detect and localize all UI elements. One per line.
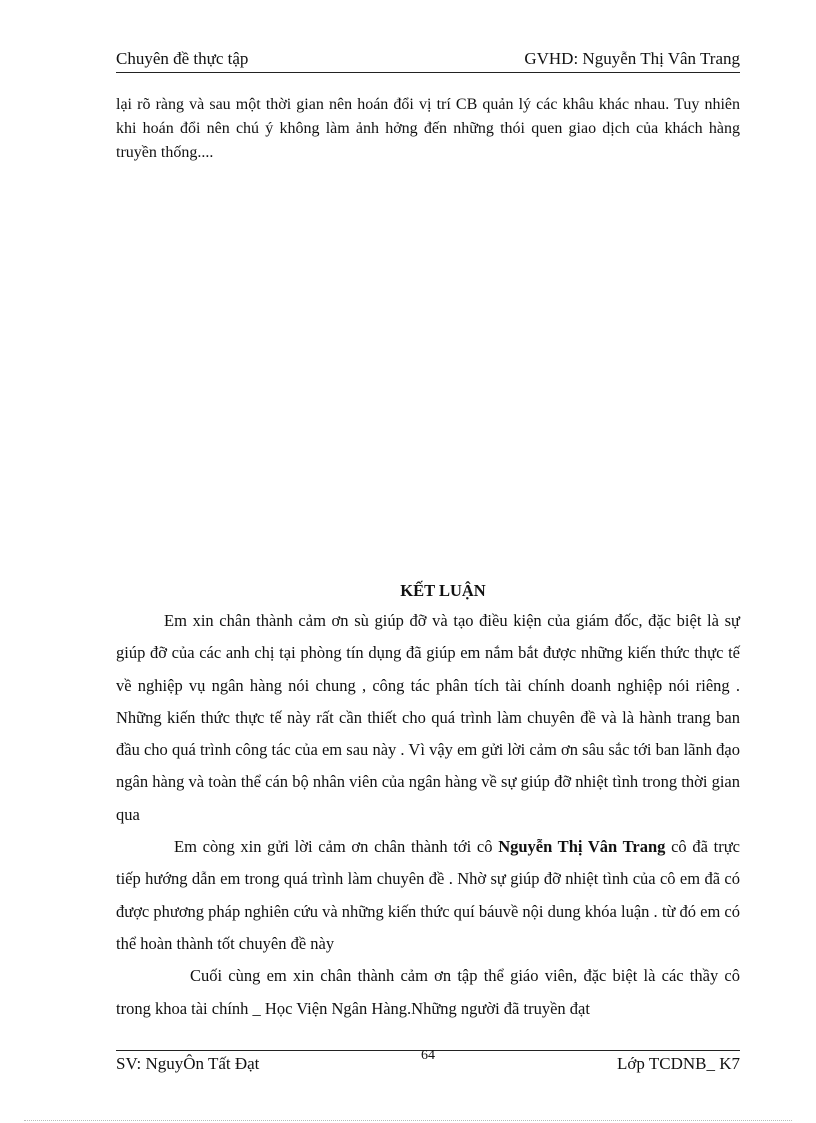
conclusion-paragraph-3: Cuối cùng em xin chân thành cảm ơn tập thể giáo viên, đặc biệt là các thầy cô trong khoa tài chính _ Học Viện Ngân Hàng.Những người đã truyền đạt — [116, 966, 740, 1018]
conclusion-section — [116, 577, 740, 1025]
teacher-name: Nguyễn Thị Vân Trang — [498, 837, 666, 857]
page-edge-divider — [24, 1120, 792, 1121]
footer-student: SV: NguyÔn Tất Đạt — [116, 1054, 260, 1073]
header-supervisor: GVHD: Nguyễn Thị Vân Trang — [524, 49, 740, 68]
footer-class: Lớp TCDNB_ K7 — [617, 1054, 740, 1073]
paragraph-2-body: cô đã trực tiếp hướng dẫn em trong quá trình làm chuyên đề . Nhờ sự giúp đỡ nhiệt tình của cô em đã có được phương pháp nghiên cứu và những kiến thức quí báuvề nội dung khóa luận . từ đó em có thể hoàn thành tốt chuyên đề này — [116, 837, 740, 953]
conclusion-title: KẾT LUẬN — [400, 581, 486, 600]
conclusion-paragraph-1: Em xin chân thành cảm ơn sù giúp đỡ và tạo điều kiện của giám đốc, đặc biệt là sự giúp đỡ của các anh chị tại phòng tín dụng đã giúp em nắm bắt được những kiến thức thực tế về nghiệp vụ ngân hàng nói chung , công tác phân tích tài chính doanh nghiệp nói riêng . Những kiến thức thực tế này rất cần thiết cho quá trình làm chuyên đề và là hành trang ban đầu cho quá trình công tác của em sau này . Vì vậy em gửi lời cảm ơn sâu sắc tới ban lãnh đạo ngân hàng và toàn thể cán bộ nhân viên của ngân hàng về sự giúp đỡ nhiệt tình trong thời gian qua — [116, 611, 740, 824]
intro-section — [116, 93, 740, 165]
header-document-type: Chuyên đề thực tập — [116, 49, 249, 68]
paragraph-2-intro: Em còng xin gửi lời cảm ơn chân thành tới cô — [174, 837, 499, 857]
page-number: 64 — [421, 1048, 435, 1063]
page-footer — [116, 1050, 740, 1079]
conclusion-paragraph-2 — [116, 831, 740, 960]
page-header — [116, 46, 740, 73]
intro-paragraph: lại rõ ràng và sau một thời gian nên hoán đổi vị trí CB quản lý các khâu khác nhau. Tuy nhiên khi hoán đổi nên chú ý không làm ảnh hởng đến những thói quen giao dịch của khách hàng truyền thống.... — [116, 96, 740, 161]
